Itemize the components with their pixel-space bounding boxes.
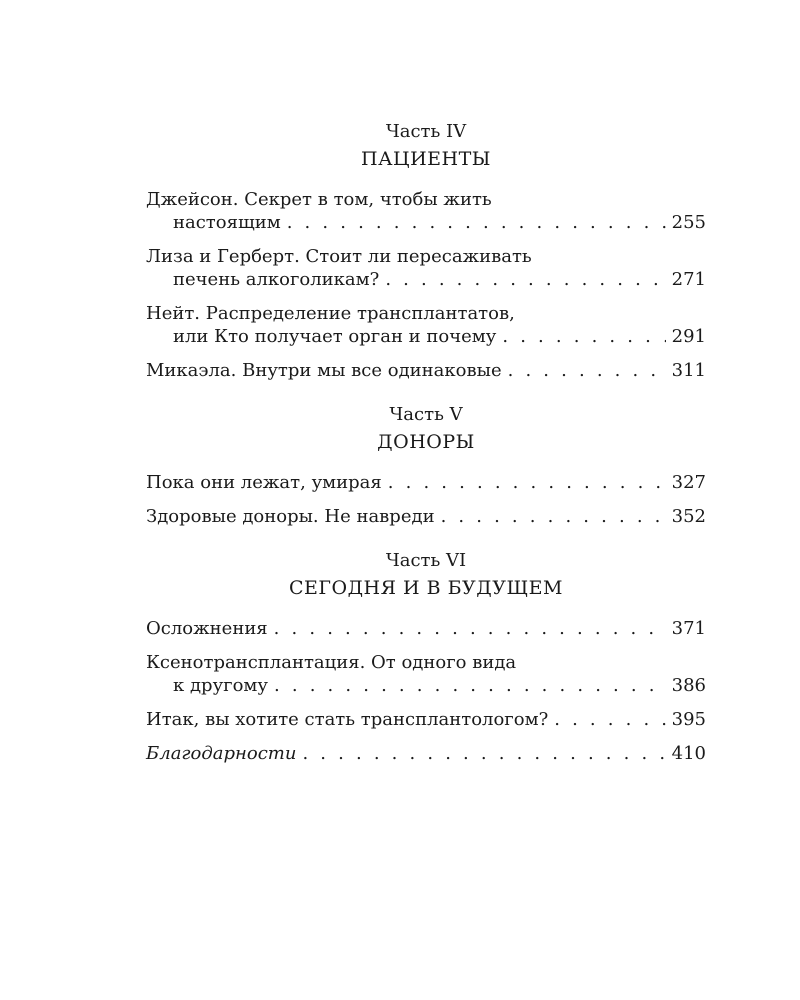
toc-entry[interactable] — [146, 359, 706, 382]
page-number: 371 — [671, 618, 706, 639]
dot-leader — [388, 471, 666, 494]
entry-title-line — [146, 245, 706, 268]
entry-title: или Кто получает орган и почему — [173, 326, 497, 347]
toc-entry[interactable] — [146, 302, 706, 348]
table-of-contents — [146, 120, 706, 765]
entry-title: Лиза и Герберт. Стоит ли пересаживать — [146, 246, 532, 267]
page-number: 327 — [671, 472, 706, 493]
toc-entry[interactable] — [146, 651, 706, 697]
toc-entry[interactable] — [146, 742, 706, 765]
dot-leader — [502, 325, 666, 348]
entry-title-line — [146, 471, 706, 494]
dot-leader — [274, 617, 666, 640]
dot-leader — [508, 359, 666, 382]
part-header — [146, 549, 706, 603]
entry-title: печень алкоголикам? — [173, 269, 380, 290]
part-label: Часть V — [389, 404, 463, 425]
part-label: Часть IV — [385, 121, 467, 142]
dot-leader — [554, 708, 666, 731]
part-title: СЕГОДНЯ И В БУДУЩЕМ — [289, 577, 563, 599]
page-number: 395 — [671, 709, 706, 730]
toc-entry[interactable] — [146, 708, 706, 731]
entry-title-line — [146, 505, 706, 528]
part-header — [146, 120, 706, 174]
entry-title-line — [146, 211, 706, 234]
entry-title: Пока они лежат, умирая — [146, 472, 382, 493]
dot-leader — [385, 268, 666, 291]
entry-title: Ксенотрансплантация. От одного вида — [146, 652, 517, 673]
toc-entry[interactable] — [146, 245, 706, 291]
entry-title: Микаэла. Внутри мы все одинаковые — [146, 360, 502, 381]
entry-title: Осложнения — [146, 618, 268, 639]
entry-title-line — [146, 651, 706, 674]
entry-title: Джейсон. Секрет в том, чтобы жить — [146, 189, 492, 210]
part-header — [146, 403, 706, 457]
entry-title: настоящим — [173, 212, 281, 233]
entry-title: Итак, вы хотите стать трансплантологом? — [146, 709, 549, 730]
toc-entry[interactable] — [146, 505, 706, 528]
toc-entry[interactable] — [146, 188, 706, 234]
toc-entry[interactable] — [146, 471, 706, 494]
entry-title-line — [146, 359, 706, 382]
part-label: Часть VI — [385, 550, 467, 571]
part-title: ПАЦИЕНТЫ — [361, 148, 491, 170]
page-number: 291 — [671, 326, 706, 347]
dot-leader — [302, 742, 666, 765]
entry-title-line — [146, 708, 706, 731]
toc-entry[interactable] — [146, 617, 706, 640]
part-title: ДОНОРЫ — [377, 431, 475, 453]
entry-title-line — [146, 188, 706, 211]
entry-title-line — [146, 617, 706, 640]
entry-title-line — [146, 268, 706, 291]
page-number: 352 — [671, 506, 706, 527]
entry-title-line — [146, 302, 706, 325]
entry-title: Здоровые доноры. Не навреди — [146, 506, 435, 527]
dot-leader — [441, 505, 666, 528]
page-number: 311 — [671, 360, 706, 381]
entry-title-line — [146, 742, 706, 765]
entry-title-line — [146, 674, 706, 697]
dot-leader — [274, 674, 666, 697]
page-number: 410 — [671, 743, 706, 764]
entry-title: к другому — [173, 675, 269, 696]
entry-title: Нейт. Распределение трансплантатов, — [146, 303, 515, 324]
entry-title: Благодарности — [146, 743, 297, 764]
entry-title-line — [146, 325, 706, 348]
page-number: 255 — [671, 212, 706, 233]
page-number: 271 — [671, 269, 706, 290]
page-number: 386 — [671, 675, 706, 696]
dot-leader — [287, 211, 666, 234]
